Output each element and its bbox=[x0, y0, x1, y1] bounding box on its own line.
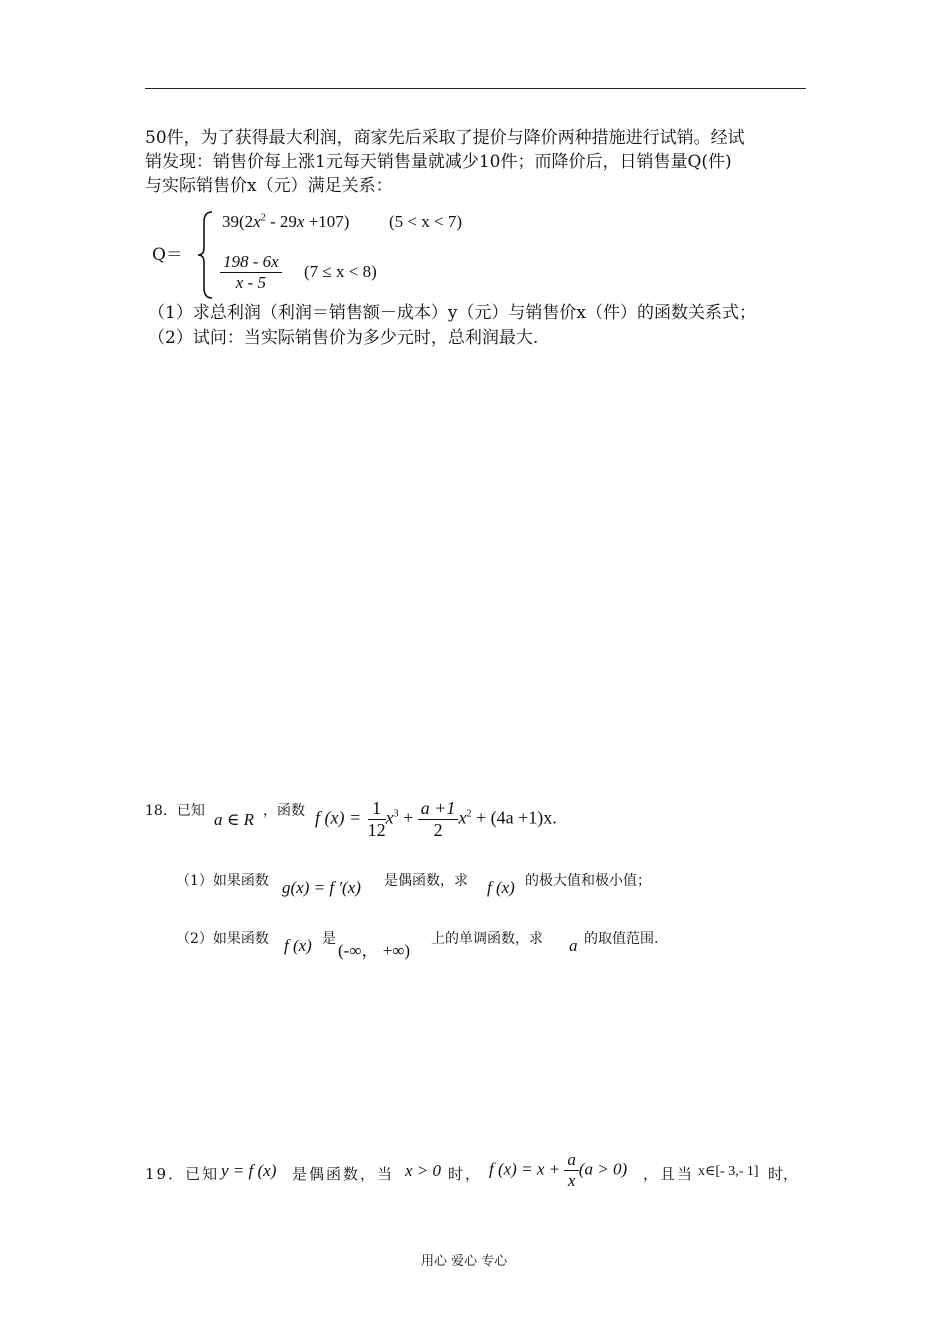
p18-frac1-den: 12 bbox=[367, 820, 386, 840]
p19-text2: 时， bbox=[448, 1165, 483, 1183]
p18-function: f (x) = $\frac{1}{12}$ $x^3$ + $\frac{a +1}{2}$ $x^2 + (4a +1)x$. bbox=[315, 798, 557, 840]
p18-q2-d: 的取值范围. bbox=[584, 931, 659, 947]
p19-eq1: y = f (x) bbox=[221, 1161, 277, 1180]
q-label: Q＝ bbox=[152, 245, 183, 265]
case1-condition: (5 < x < 7) bbox=[389, 212, 462, 231]
p18-q1-b: 是偶函数，求 bbox=[384, 873, 468, 889]
p17-line1: 50件，为了获得最大利润，商家先后采取了提价与降价两种措施进行试销。经试 bbox=[145, 128, 745, 148]
p19-intro: 19．已知 bbox=[145, 1165, 220, 1183]
p19-cond1: x > 0 bbox=[405, 1161, 442, 1180]
p18-x2: x bbox=[458, 807, 467, 828]
p19-eq2b: (a > 0) bbox=[578, 1159, 628, 1179]
case1-part-a: 39(2 bbox=[222, 212, 254, 231]
p19-frac-den: x bbox=[567, 1171, 576, 1190]
p18-q2-b: 是 bbox=[322, 931, 336, 947]
p18-intro: 18．已知 bbox=[145, 803, 205, 819]
p18-q1-g: g(x) = f ′(x) bbox=[282, 878, 361, 897]
p18-q2-f: f (x) bbox=[284, 936, 312, 955]
p19-eq2 bbox=[489, 1150, 627, 1191]
p18-q2-interval: (-∞， +∞) bbox=[338, 941, 411, 960]
p19-frac-num: a bbox=[564, 1150, 579, 1171]
p18-condition: a ∈ R bbox=[214, 810, 254, 829]
piecewise-brace bbox=[196, 210, 216, 300]
p17-line2: 销发现：销售价每上涨1元每天销售量就减少10件；而降价后，日销售量Q(件) bbox=[145, 152, 732, 172]
p18-q2-a: （2）如果函数 bbox=[176, 931, 269, 947]
p18-rest: + (4a +1)x bbox=[475, 807, 553, 828]
case2-numerator: 198 - 6x bbox=[220, 252, 282, 273]
p18-x3: x bbox=[385, 807, 394, 828]
p17-question-1: （1）求总利润（利润＝销售额－成本）y（元）与销售价x（件）的函数关系式； bbox=[148, 303, 757, 323]
p18-end: . bbox=[552, 807, 557, 828]
p18-q1-a: （1）如果函数 bbox=[176, 873, 269, 889]
p18-q1-c: 的极大值和极小值； bbox=[525, 873, 651, 889]
p18-q2-c: 上的单调函数，求 bbox=[431, 931, 543, 947]
p19-text1: 是偶函数，当 bbox=[292, 1165, 395, 1183]
p17-line3: 与实际销售价x（元）满足关系： bbox=[145, 176, 393, 196]
p18-frac2-num: a +1 bbox=[418, 798, 459, 820]
case2-condition: (7 ≤ x < 8) bbox=[304, 262, 377, 281]
case1-part-c: +107) bbox=[304, 212, 350, 231]
p18-mid: ，函数 bbox=[263, 803, 305, 819]
page-footer: 用心 爱心 专心 bbox=[421, 1254, 508, 1269]
header-rule bbox=[145, 88, 806, 89]
p18-q1-f: f (x) bbox=[487, 878, 515, 897]
p18-q2-a-var: a bbox=[569, 936, 578, 955]
p18-fx: f (x) = bbox=[315, 807, 362, 828]
p19-eq2a: f (x) = x + bbox=[489, 1159, 561, 1179]
p18-plus: + bbox=[403, 807, 414, 828]
p18-frac2-den: 2 bbox=[433, 820, 443, 840]
case1-expression: $39(2x^2 - 29x +107)$ bbox=[222, 212, 350, 231]
case2-denominator: x - 5 bbox=[235, 273, 266, 292]
case1-x: x bbox=[253, 212, 261, 231]
case2-fraction bbox=[220, 252, 282, 293]
p19-text3: ，且当 bbox=[643, 1165, 695, 1183]
case1-part-b: - 29 bbox=[265, 212, 297, 231]
p19-text4: 时， bbox=[768, 1165, 799, 1183]
p17-question-2: （2）试问：当实际销售价为多少元时，总利润最大. bbox=[148, 328, 539, 348]
p19-cond2: x∈[- 3,- 1] bbox=[698, 1164, 759, 1179]
p18-frac1-num: 1 bbox=[368, 798, 386, 820]
